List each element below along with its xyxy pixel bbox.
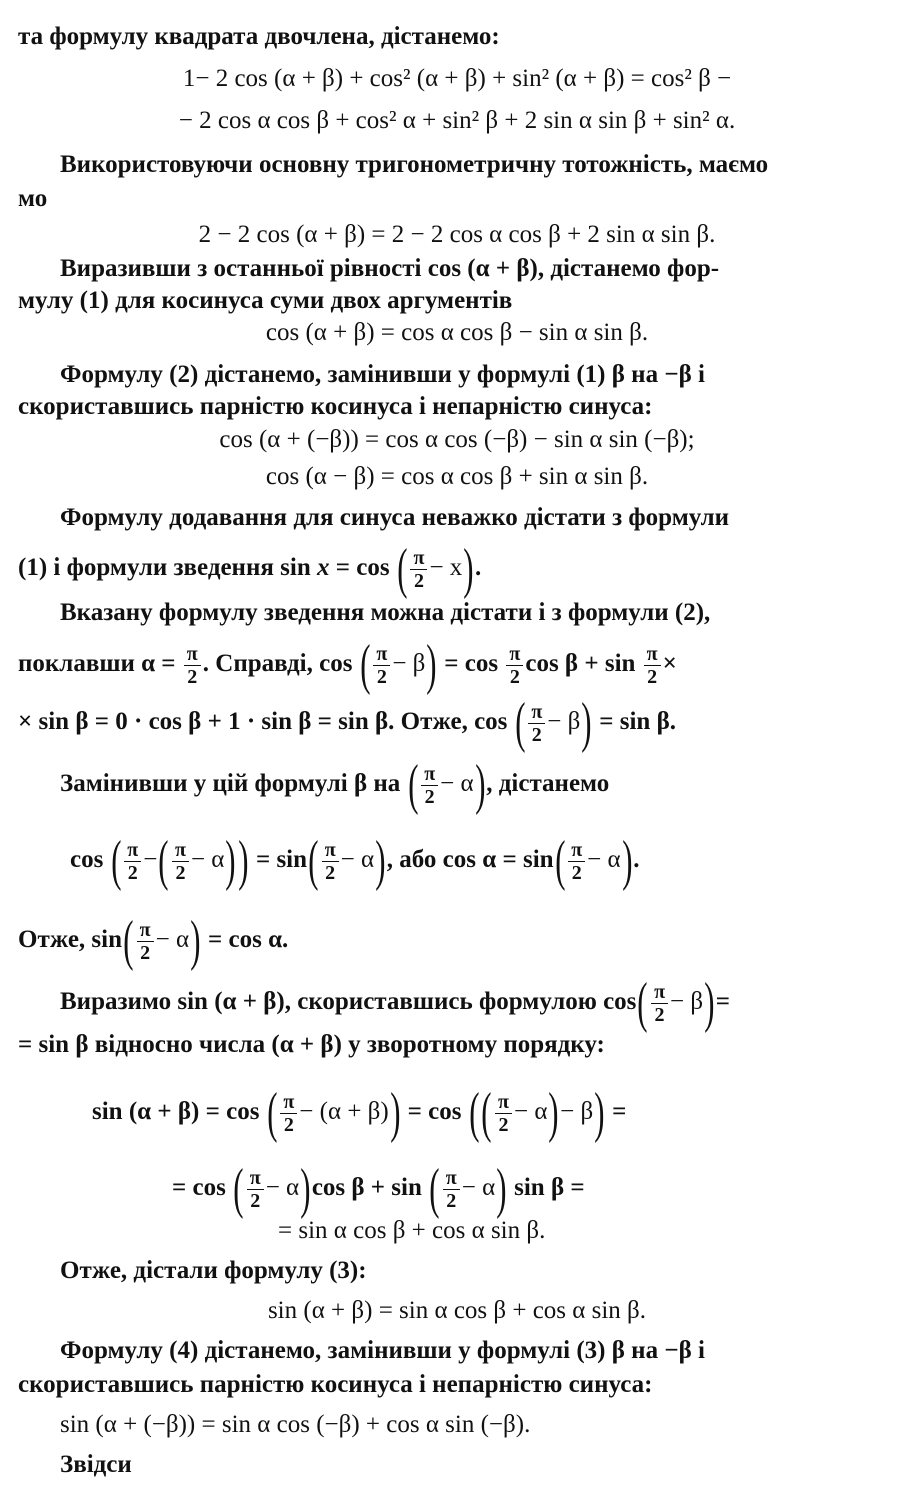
left-paren: ( [514,692,526,755]
paragraph-line: = sin β відносно числа (α + β) у зворотному порядку: [18,1031,605,1058]
text: = cos [329,554,390,581]
paragraph-line: Отже, дістали формулу (3): [60,1257,367,1284]
left-paren: ( [123,910,134,973]
text: cos β + sin [525,650,636,677]
left-paren: ( [637,972,648,1035]
text: − β [670,988,704,1015]
left-paren: ( [233,1158,244,1221]
right-paren: ) [463,538,474,601]
text: (1) і формули зведення sin [18,554,317,581]
text: − α [265,1174,300,1201]
equation: = sin α cos β + cos α sin β. [278,1217,546,1244]
left-paren: ( [110,830,122,893]
paragraph-line: скориставшись парністю косинуса і непарністю синуса: [18,1371,653,1398]
paragraph-line [60,972,906,1035]
paragraph-line: Формулу (4) дістанемо, замінивши у формулі (3) β на −β і [60,1337,705,1364]
variable: x [316,554,330,581]
paragraph-line: Виразивши з останньої рівності cos (α + β), дістанемо фор- [60,255,720,282]
text: = cos [444,650,499,677]
paragraph-line: Формулу (2) дістанемо, замінивши у формулі (1) β на −β і [60,361,705,388]
paragraph-line: мулу (1) для косинуса суми двох аргументів [18,287,513,314]
equation: 1− 2 cos (α + β) + cos² (α + β) + sin² (α + β) = cos² β − [182,65,732,92]
text: sin β = [514,1174,585,1201]
text: − α [190,846,225,873]
left-paren: ( [397,538,408,601]
fraction: $\frac{\pi}{2}$ [172,839,189,884]
text: Отже, sin [18,926,123,953]
left-paren: ( [554,830,566,893]
text: − α [340,846,375,873]
paragraph-line [18,538,906,601]
text: − α [461,1174,496,1201]
text: = [612,1098,627,1125]
text: − β [560,1098,594,1125]
paragraph-line: Формулу додавання для синуса неважко дістати з формули [60,504,730,531]
text: Замінивши у цій формулі β на [60,770,401,797]
paragraph-line [18,692,906,755]
fraction: $\frac{\pi}{2}$ [651,981,668,1026]
right-paren: ) [375,830,386,893]
fraction: $\frac{\pi}{2}$ [247,1167,264,1212]
paragraph-line [18,634,906,697]
left-paren: ( [266,1082,278,1145]
right-paren: ) [581,692,592,755]
text: , або cos α = sin [386,846,554,873]
fraction: $\frac{\pi}{2}$ [495,1091,512,1136]
fraction: $\frac{\pi}{2}$ [410,547,427,592]
left-paren: ( [429,1158,440,1221]
paragraph-line: Звідси [60,1451,132,1478]
fraction: $\frac{\pi}{2}$ [644,643,661,688]
equation [172,1158,906,1221]
text: = cos [407,1098,462,1125]
text: × [662,650,677,677]
equation [92,1082,906,1145]
paragraph-line: Використовуючи основну тригонометричну тотожність, маємо [60,151,769,178]
text: − x [429,554,463,581]
right-paren: ) [426,634,437,697]
fraction: $\frac{\pi}{2}$ [506,643,523,688]
left-paren: ( [481,1082,492,1145]
equation: cos (α + β) = cos α cos β − sin α sin β. [265,319,649,346]
paragraph-line [60,754,906,817]
text: = cos [172,1174,226,1201]
text: cos β + sin [311,1174,422,1201]
right-paren: ) [300,1158,311,1221]
left-paren: ( [359,634,371,697]
text: = sin [255,846,308,873]
text: − [143,846,158,873]
paragraph-line: та формулу квадрата двочлена, дістанемо: [18,23,500,50]
text: sin (α + β) = cos [92,1098,260,1125]
paragraph-line: мо [18,185,48,212]
fraction: $\frac{\pi}{2}$ [421,763,438,808]
text: − α [155,926,190,953]
text: × sin β = 0 · cos β + 1 · sin β = sin β. Отже, cos [18,708,508,735]
left-paren: ( [158,830,169,893]
right-paren: ) [496,1158,507,1221]
fraction: $\frac{\pi}{2}$ [184,643,201,688]
equation: cos (α − β) = cos α cos β + sin α sin β. [265,463,649,490]
text: − α [513,1098,548,1125]
equation [70,830,906,893]
left-paren: ( [407,754,418,817]
fraction: $\frac{\pi}{2}$ [528,701,545,746]
fraction: $\frac{\pi}{2}$ [322,839,339,884]
right-paren: ) [238,830,249,893]
text: . [633,846,640,873]
text: . Справді, cos [202,650,353,677]
right-paren: ) [594,1082,605,1145]
equation: − 2 cos α cos β + cos² α + sin² β + 2 sin α sin β + sin² α. [178,107,736,134]
text: cos [70,846,104,873]
fraction: $\frac{\pi}{2}$ [443,1167,460,1212]
text: − (α + β) [299,1098,389,1125]
paragraph-line [18,910,906,973]
text: = sin β. [599,708,677,735]
text: = [715,988,731,1015]
right-paren: ) [474,754,486,817]
equation: 2 − 2 cos (α + β) = 2 − 2 cos α cos β + 2 sin α sin β. [198,221,716,248]
right-paren: ) [621,830,633,893]
paragraph-line: Вказану формулу зведення можна дістати і з формули (2), [60,599,711,626]
right-paren: ) [225,830,236,893]
right-paren: ) [190,910,201,973]
equation: cos (α + (−β)) = cos α cos (−β) − sin α sin (−β); [219,426,695,453]
text: . [474,554,482,581]
left-paren: ( [468,1082,480,1145]
fraction: $\frac{\pi}{2}$ [568,839,585,884]
right-paren: ) [389,1082,401,1145]
text: − α [440,770,474,797]
text: − β [547,708,581,735]
right-paren: ) [548,1082,559,1145]
left-paren: ( [308,830,319,893]
equation: sin (α + (−β)) = sin α cos (−β) + cos α sin (−β). [60,1411,531,1438]
text: , дістанемо [486,770,610,797]
text: − β [392,650,426,677]
text: поклавши α = [18,650,176,677]
fraction: $\frac{\pi}{2}$ [137,919,154,964]
fraction: $\frac{\pi}{2}$ [373,643,390,688]
text: Виразимо sin (α + β), скориставшись формулою cos [60,988,637,1015]
paragraph-line: скориставшись парністю косинуса і непарністю синуса: [18,393,653,420]
equation: sin (α + β) = sin α cos β + cos α sin β. [267,1297,647,1324]
right-paren: ) [704,972,715,1035]
text: = cos α. [208,926,289,953]
text: − α [587,846,621,873]
fraction: $\frac{\pi}{2}$ [280,1091,297,1136]
fraction: $\frac{\pi}{2}$ [124,839,141,884]
